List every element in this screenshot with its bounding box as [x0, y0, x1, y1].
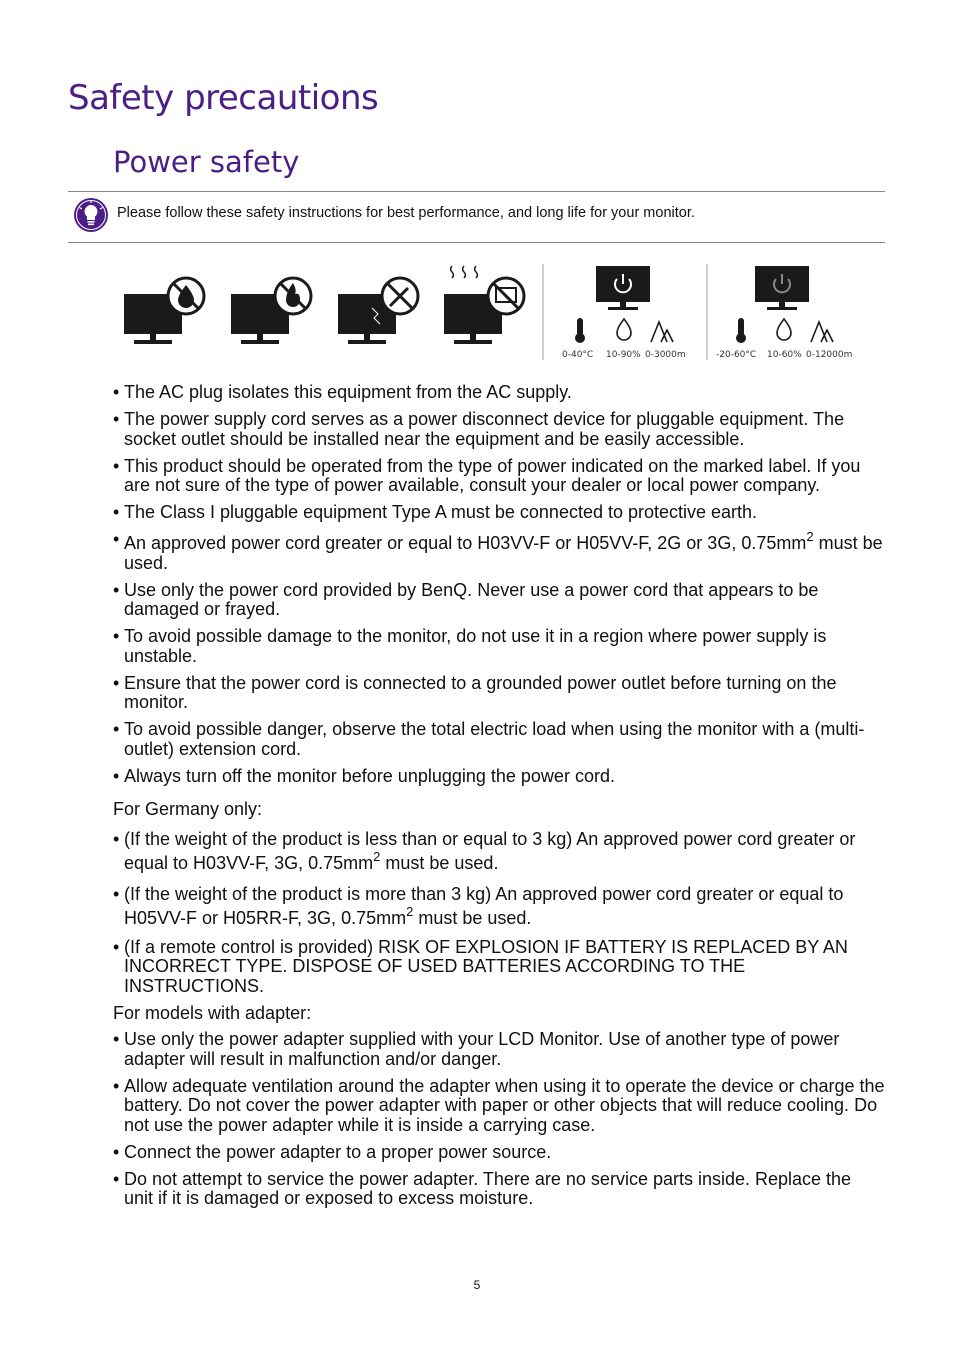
main-bullet-list: [113, 383, 885, 786]
list-item: • To avoid possible danger, observe the total electric load when using the monitor with a (multi-outlet) extension cord.: [113, 720, 885, 759]
list-item-text: (If the weight of the product is less than or equal to 3 kg) An approved power cord greater or equal to H03VV-F, 3G, 0.75mm: [124, 828, 856, 873]
list-item: [113, 827, 885, 875]
list-item-text: (If the weight of the product is more than 3 kg) An approved power cord greater or equal to H05VV-F or H05RR-F, 3G, 0.75mm: [124, 884, 844, 928]
list-item: • Ensure that the power cord is connected to a grounded power outlet before turning on the monitor.: [113, 674, 885, 713]
superscript: 2: [806, 529, 814, 544]
page-title: Safety precautions: [68, 78, 379, 118]
no-heat-icon: [444, 266, 524, 344]
storage-humidity: 10-60%: [767, 350, 802, 360]
list-item: • Use only the power cord provided by BenQ. Never use a power cord that appears to be damaged or frayed.: [113, 581, 885, 620]
altitude-icon: [811, 322, 833, 342]
power-on-icon: [596, 266, 650, 310]
storage-altitude: 0-12000m: [806, 350, 853, 360]
list-item: • The Class I pluggable equipment Type A must be connected to protective earth.: [113, 503, 885, 523]
list-item: • Use only the power adapter supplied with your LCD Monitor. Use of another type of power adapter will result in malfunction and/or danger.: [113, 1030, 885, 1069]
no-water-icon: [124, 278, 204, 344]
list-item: • Always turn off the monitor before unplugging the power cord.: [113, 767, 885, 787]
page-number: 5: [473, 1278, 481, 1292]
safety-content: [113, 383, 885, 1216]
list-item-text: must be used.: [124, 533, 883, 573]
humidity-icon: [777, 319, 791, 340]
power-off-icon: [755, 266, 809, 310]
lightbulb-icon: [73, 197, 109, 233]
no-fire-icon: [231, 278, 311, 344]
safety-icon-row: [118, 262, 858, 362]
storage-temp: -20-60°C: [716, 350, 757, 360]
superscript: 2: [406, 904, 414, 919]
humidity-icon: [617, 319, 631, 340]
note-bottom-divider: [68, 242, 885, 243]
operating-temp: 0-40°C: [562, 350, 594, 360]
list-item: • Do not attempt to service the power adapter. There are no service parts inside. Replace the unit if it is damaged or exposed to excess moisture.: [113, 1170, 885, 1209]
list-item: [113, 882, 885, 930]
adapter-label: For models with adapter:: [113, 1002, 312, 1023]
list-item-text: An approved power cord greater or equal to H03VV-F or H05VV-F, 2G or 3G, 0.75mm: [124, 533, 807, 553]
thermometer-icon: [736, 318, 746, 343]
operating-humidity: 10-90%: [606, 350, 641, 360]
list-item: • This product should be operated from the type of power indicated on the marked label. If you are not sure of the type of power available, consult your dealer or local power company.: [113, 457, 885, 496]
list-item: • (If a remote control is provided) RISK OF EXPLOSION IF BATTERY IS REPLACED BY AN INCORRECT TYPE. DISPOSE OF USED BATTERIES ACCORDING TO THE INSTRUCTIONS.: [113, 938, 885, 997]
note-top-divider: [68, 191, 885, 192]
list-item: • To avoid possible damage to the monitor, do not use it in a region where power supply is unstable.: [113, 627, 885, 666]
list-item-text: must be used.: [413, 908, 532, 928]
section-title: Power safety: [113, 145, 300, 179]
superscript: 2: [373, 848, 381, 864]
germany-label: For Germany only:: [113, 799, 263, 819]
note-text: Please follow these safety instructions for best performance, and long life for your monitor.: [117, 205, 695, 221]
list-item: • The AC plug isolates this equipment from the AC supply.: [113, 383, 885, 403]
list-item: • Connect the power adapter to a proper power source.: [113, 1143, 885, 1163]
thermometer-icon: [575, 318, 585, 343]
no-tools-icon: [338, 278, 418, 344]
list-item: • Allow adequate ventilation around the adapter when using it to operate the device or charge the battery. Do not cover the power adapter with paper or other objects that will reduce cooling. Do not use the power adapter while it is inside a carrying case.: [113, 1077, 885, 1136]
altitude-icon: [651, 322, 673, 342]
adapter-bullet-list: [113, 1030, 885, 1209]
list-item-text: must be used.: [380, 852, 499, 873]
operating-altitude: 0-3000m: [645, 350, 686, 360]
list-item: • The power supply cord serves as a power disconnect device for pluggable equipment. The socket outlet should be installed near the equipment and be easily accessible.: [113, 410, 885, 449]
list-item: [113, 530, 885, 573]
germany-bullet-list: [113, 827, 885, 997]
